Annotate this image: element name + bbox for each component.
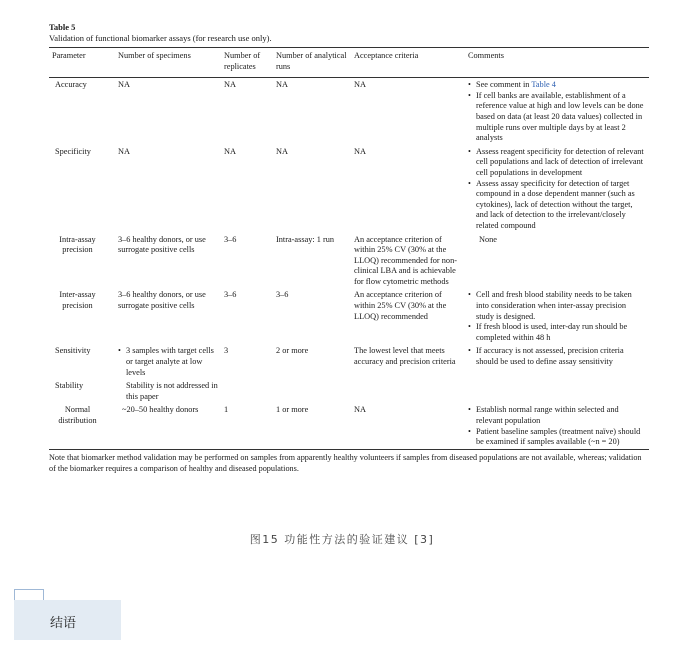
comment-item: • If cell banks are available, establishment of a reference value at high and low levels can be done based on data (at least 20 data values) collected in multiple runs over multiple days by at least 2 analysts — [468, 91, 646, 144]
cell-specimens: ~20–50 healthy donors — [122, 405, 199, 415]
cell-criteria: The lowest level that meets accuracy and precision criteria — [354, 346, 456, 367]
cell-replicates: NA — [224, 80, 236, 90]
cell-specimens: Stability is not addressed in this paper — [126, 381, 218, 401]
table-row-sensitivity — [49, 344, 649, 379]
cell-criteria: NA — [354, 146, 366, 156]
cell-comments — [465, 344, 649, 379]
cell-criteria: NA — [354, 405, 366, 415]
section-heading-box — [14, 600, 121, 640]
table-title: Table 5 — [49, 22, 76, 32]
table-row-inter-assay — [49, 288, 649, 344]
cell-comments — [465, 379, 649, 403]
section-heading: 结语 — [50, 616, 77, 631]
cell-specimens: NA — [118, 146, 130, 156]
comment-item: • Cell and fresh blood stability needs to be taken into consideration when inter-assay precision study is designed. — [468, 290, 646, 322]
specimen-item: • 3 samples with target cells or target analyte at low levels — [118, 346, 218, 378]
comment-item: • If fresh blood is used, inter-day run should be completed within 48 h — [468, 322, 646, 343]
cell-param: Specificity — [55, 146, 91, 156]
cell-runs: NA — [276, 80, 288, 90]
cell-criteria: An acceptance criterion of within 25% CV (30% at the LLOQ) recommended for non-clinical LBA and is achievable for flow cytometric methods — [354, 234, 457, 286]
cell-runs: 2 or more — [276, 346, 309, 356]
table-row-accuracy — [49, 78, 649, 145]
cell-runs — [273, 379, 351, 403]
table-header-row — [49, 48, 649, 78]
header-comments: Comments — [468, 51, 504, 60]
cell-replicates: 3–6 — [224, 234, 237, 244]
header-runs: Number of analytical runs — [276, 51, 347, 71]
comment-item: • Assess reagent specificity for detection of relevant cell populations and lack of detection of irrelevant cell populations in development — [468, 147, 646, 179]
header-replicates: Number of replicates — [224, 51, 261, 71]
cell-criteria — [351, 379, 465, 403]
cell-param: Intra-assay precision — [59, 234, 96, 255]
comment-item: • Establish normal range within selected and relevant population — [468, 405, 646, 426]
comment-item: • Patient baseline samples (treatment naïve) should be examined if samples available (~n = 20) — [468, 427, 646, 448]
cell-replicates: NA — [224, 146, 236, 156]
cell-runs: NA — [276, 146, 288, 156]
comment-item: • Assess assay specificity for detection of target compound in a dose dependent manner (such as cytokines), lack of detection without the target, and lack of detection to the irrelevant/closely related compound — [468, 179, 646, 232]
comment-text: See comment in — [476, 80, 532, 90]
cell-comments — [465, 78, 649, 145]
cell-replicates: 1 — [224, 405, 229, 415]
cell-param: Normal distribution — [58, 405, 97, 425]
cell-comments — [465, 145, 649, 233]
cell-param: Sensitivity — [55, 346, 91, 356]
cell-criteria: NA — [354, 80, 366, 90]
table-row-specificity — [49, 145, 649, 233]
table-document — [49, 22, 649, 474]
cell-param: Stability — [55, 381, 84, 391]
cell-param: Accuracy — [55, 80, 87, 90]
comment-item — [468, 80, 646, 91]
cell-comments — [465, 403, 649, 449]
comment-item: • If accuracy is not assessed, precision criteria should be used to define assay sensitivity — [468, 346, 646, 367]
table-row-stability — [49, 379, 649, 403]
cell-replicates: 3–6 — [224, 290, 237, 300]
figure-caption: 图15 功能性方法的验证建议 [3] — [249, 533, 435, 546]
cell-comments — [465, 288, 649, 344]
cell-specimens: NA — [118, 80, 130, 90]
cell-specimens: 3–6 healthy donors, or use surrogate positive cells — [118, 234, 206, 255]
cell-replicates: 3 — [224, 346, 229, 356]
cell-criteria: An acceptance criterion of within 25% CV (30% at the LLOQ) recommended — [354, 290, 447, 321]
table-row-normal-distribution — [49, 403, 649, 449]
header-criteria: Acceptance criteria — [354, 51, 419, 60]
header-parameter: Parameter — [52, 51, 86, 60]
cell-runs: Intra-assay: 1 run — [276, 234, 335, 244]
cell-specimens: 3–6 healthy donors, or use surrogate positive cells — [118, 290, 206, 311]
table-footnote: Note that biomarker method validation may be performed on samples from apparently healthy volunteers if samples from diseased populations are not available, whereas; validation of the biomarker requires a comparison of healthy and diseased populations. — [49, 452, 642, 473]
cell-param: Inter-assay precision — [59, 290, 96, 311]
validation-table — [49, 48, 649, 450]
header-specimens: Number of specimens — [118, 51, 191, 60]
cell-runs: 1 or more — [276, 405, 309, 415]
cell-replicates — [221, 379, 273, 403]
cell-comments: None — [479, 234, 497, 244]
table-row-intra-assay — [49, 233, 649, 289]
table-4-link[interactable]: Table 4 — [531, 80, 556, 90]
cell-runs: 3–6 — [276, 290, 289, 300]
cell-specimens — [115, 344, 221, 379]
table-caption: Validation of functional biomarker assays (for research use only). — [49, 33, 272, 43]
